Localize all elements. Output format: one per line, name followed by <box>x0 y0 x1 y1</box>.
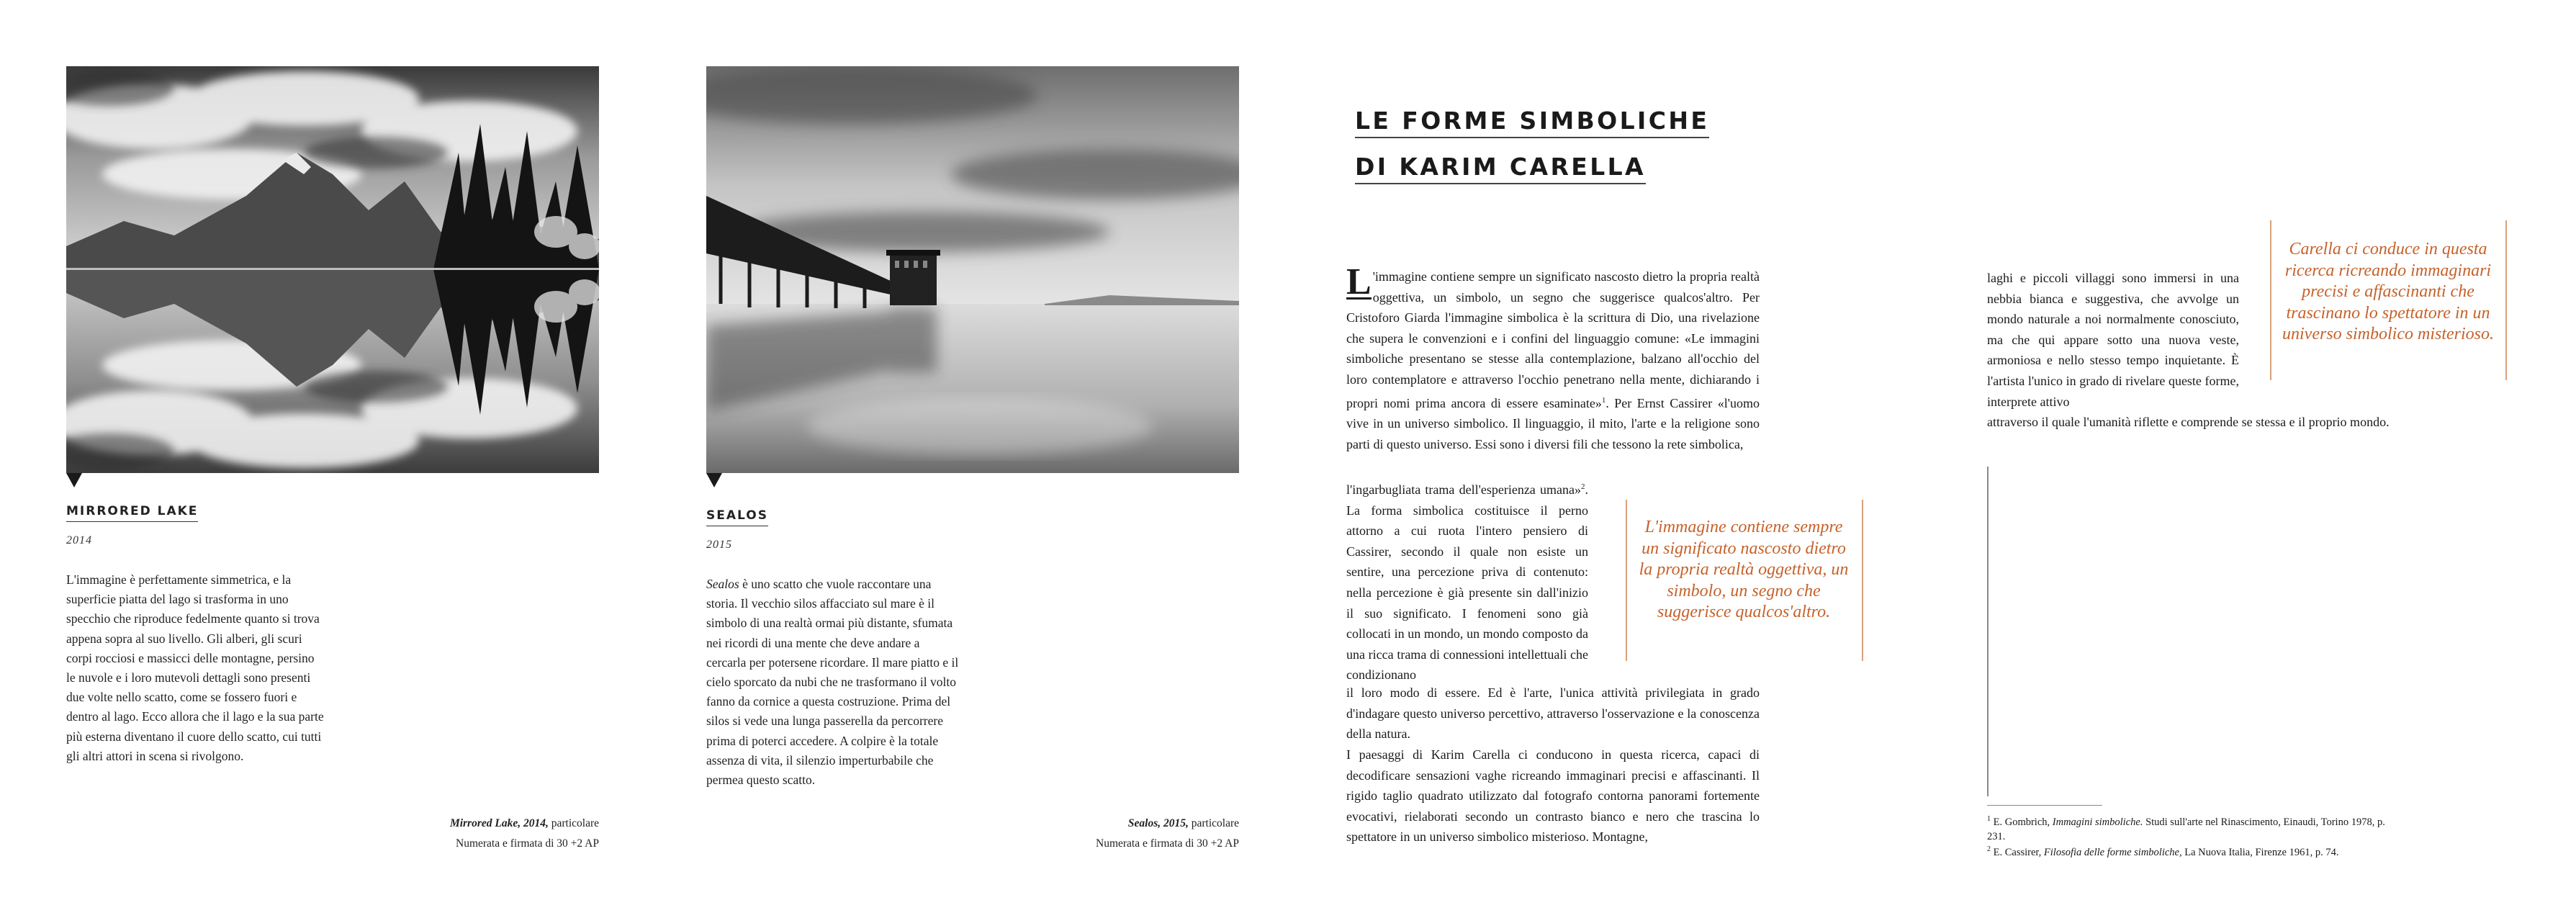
footnote-ref-1: 1 <box>1601 395 1606 405</box>
photo1-credit-suffix: particolare <box>551 817 599 829</box>
footnote-1-number: 1 <box>1987 815 1991 823</box>
article-p1c-text: l'ingarbugliata trama dell'esperienza umana» <box>1346 482 1581 497</box>
pull-quote-2: Carella ci conduce in questa ricerca ricreando immaginari precisi e affascinanti che trascinano lo spettatore in un universo simbolico misterioso. <box>2282 240 2494 343</box>
article-p1b-text: . Per Ernst Cassirer «l'uomo vive in un universo simbolico. Il linguaggio, il mito, l'arte e la religione sono parti di questo universo. Essi sono i diversi fili che tessono la rete simbolica, <box>1346 395 1760 451</box>
footnote-ref-2: 2 <box>1581 482 1585 491</box>
footnote-1-title: Immagini simboliche. <box>2052 816 2143 828</box>
article-paragraph-1-narrow <box>1346 477 1588 685</box>
quote2-right-rule <box>2505 220 2507 380</box>
photo2-description-lead: Sealos <box>706 577 739 591</box>
article-p1-text: 'immagine contiene sempre un significato nascosto dietro la propria realtà oggettiva, un simbolo, un segno che suggerisce qualcos'altro. Per Cristoforo Giarda l'immagine simbolica è la scrittura di Dio, una rivelazione che supera le convenzioni e i confini del linguaggio comune: «Le immagini simboliche presentano se stesse alla contemplazione, balzano all'occhio del loro contemplatore e attraverso l'occhio penetrano nella mente, dichiarando i propri nomi prima ancora di essere esaminate» <box>1346 269 1760 410</box>
article-paragraph-3: laghi e piccoli villaggi sono immersi in una nebbia bianca e suggestiva, che avvolge un mondo naturale a noi normalmente conosciuto, ma che qui appare sotto una nuova veste, armoniosa e nello stesso tempo inquietante. È l'artista l'unico in grado di rivelare queste forme, interprete attivo <box>1987 271 2239 409</box>
photo1-title: MIRRORED LAKE <box>66 504 198 522</box>
footnote-2-title: Filosofia delle forme simboliche, <box>2043 846 2182 858</box>
quote1-right-rule <box>1862 500 1863 661</box>
article-p1d-text: . La forma simbolica costituisce il perno attorno a cui ruota l'intero pensiero di Cassirer, secondo il quale non esiste un sentire, una percezione priva di contenuto: nella percezione è già presente sin dall'inizio il suo significato. I fenomeni sono già collocati in un mondo, un mondo composto da una ricca trama di connessioni intellettuali che condizionano <box>1346 482 1588 683</box>
photo1-credit <box>317 814 599 854</box>
caption-pointer-icon <box>706 473 722 487</box>
footnote-2-details: La Nuova Italia, Firenze 1961, p. 74. <box>2184 846 2339 858</box>
article-paragraph-1 <box>1346 261 1760 454</box>
quote1-left-rule <box>1626 500 1627 661</box>
photo2-year: 2015 <box>706 539 732 551</box>
caption-pointer-icon <box>66 473 82 487</box>
sealos-photo <box>706 66 1239 473</box>
footnote-1-details: Studi sull'arte nel Rinascimento, Einaudi, Torino 1978, p. 231. <box>1987 816 2385 842</box>
photo2-title: SEALOS <box>706 508 768 526</box>
footnote-separator <box>1987 805 2102 806</box>
photo2-credit-title: Sealos, 2015, <box>1127 817 1189 829</box>
footnote-2-number: 2 <box>1987 845 1991 853</box>
article-paragraph-3-end: attraverso il quale l'umanità riflette e comprende se stessa e il proprio mondo. <box>1987 415 2390 429</box>
photo1-credit-title: Mirrored Lake, 2014, <box>449 817 549 829</box>
article-dropcap: L <box>1346 261 1372 302</box>
photo2-credit-suffix: particolare <box>1191 817 1239 829</box>
footnote-1-author: E. Gombrich, <box>1993 816 2050 828</box>
article-title-line1: LE FORME SIMBOLICHE <box>1355 107 1709 138</box>
column-divider <box>1987 467 1989 796</box>
quote2-left-rule <box>2270 220 2271 380</box>
photo2-description <box>706 575 963 790</box>
photo2-credit <box>958 814 1239 854</box>
article-paragraph-1-end: il loro modo di essere. Ed è l'arte, l'unica attività privilegiata in grado d'indagare questo universo percettivo, attraverso l'osservazione e la conoscenza della natura. <box>1346 685 1760 742</box>
photo1-year: 2014 <box>66 534 92 546</box>
photo1-description: L'immagine è perfettamente simmetrica, e la superficie piatta del lago si trasforma in uno specchio che riproduce fedelmente quanto si trova appena sopra al suo livello. Gli alberi, gli scuri corpi rocciosi e massicci delle montagne, persino le nuvole e i loro mutevoli dettagli sono presenti due volte nello scatto, come se fossero fuori e dentro al lago. Ecco allora che il lago e la sua parte più esterna diventano il cuore dello scatto, cui tutti gli altri attori in scena si rivolgono. <box>66 572 324 763</box>
photo1-credit-edition: Numerata e firmata di 30 +2 AP <box>456 837 599 850</box>
mirrored-lake-photo <box>66 66 599 473</box>
pull-quote-1: L'immagine contiene sempre un significato nascosto dietro la propria realtà oggettiva, un simbolo, un segno che suggerisce qualcos'altro. <box>1639 518 1849 621</box>
footnote-2-author: E. Cassirer, <box>1993 846 2042 858</box>
photo2-credit-edition: Numerata e firmata di 30 +2 AP <box>1096 837 1239 850</box>
article-title-line2: DI KARIM CARELLA <box>1355 153 1646 184</box>
footnote-1 <box>1987 812 2390 844</box>
footnote-2 <box>1987 842 2419 860</box>
photo2-description-text: è uno scatto che vuole raccontare una storia. Il vecchio silos affacciato sul mare è il simbolo di una realtà ormai più distante, sfumata nei ricordi di una mente che deve andare a cercarla per potersene ricordare. Il mare piatto e il cielo sporcato da nubi che ne trasformano il volto fanno da cornice a questa costruzione. Prima del silos si vede una lunga passerella da percorrere prima di poterci accedere. A colpire è la totale assenza di vita, il silenzio imperturbabile che permea questo scatto. <box>706 577 959 788</box>
article-paragraph-2: I paesaggi di Karim Carella ci conducono in questa ricerca, capaci di decodificare sensazioni vaghe ricreando immaginari precisi e affascinanti. Il rigido taglio quadrato utilizzato dal fotografo contorna panorami fortemente evocativi, rielaborati secondo un contrasto bianco e nero che trascina lo spettatore in un universo simbolico misterioso. Montagne, <box>1346 747 1760 845</box>
